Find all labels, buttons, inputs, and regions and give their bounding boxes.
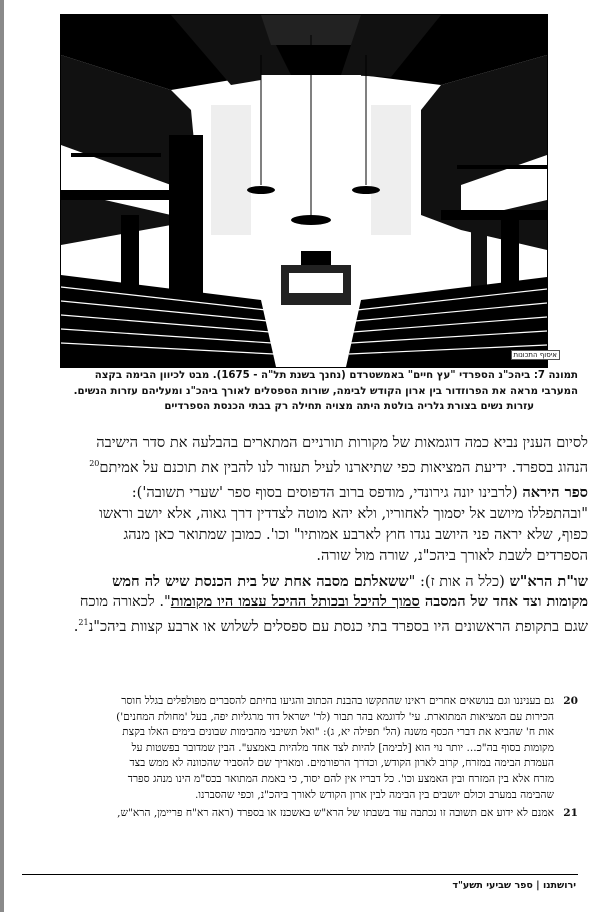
text-line [22, 483, 588, 504]
text-line: שגם בתקופת הראשונים היו בספרד בתי כנסת עם ספסלים לשלוש או ארבע קצוות ביהכ"נ$^{21}$. [73, 618, 588, 636]
text-line: כפוף, שלא יראה פני היושב נגדו חוץ לארבע אמותיו" וכו'. כמובן שמתואר כאן מנהג [123, 526, 588, 544]
footnote-number: 20 [563, 695, 578, 707]
source-title: שו"ת הרא"ש [509, 572, 588, 590]
quote-fragment: מקומות וצד אחד של המסבה [419, 593, 588, 611]
text-fragment: (לרבינו יונה גירונדי, מודפס ברוב הדפוסים בסוף ספר 'שערי תשובה'): [131, 484, 523, 502]
text-line: "ובהתפללו מיושב אל יסמוך לאחוריו, ולא יהא מוטה לצדדין דרך גאוה, אלא יושב וראשו [99, 505, 588, 523]
footnote-line: אות ח' שהביא את דברי הכסף משנה (הל' תפילה יא, ג): "ואל תשיבני מהבימות שבונים בימים האלו בקצת [122, 726, 554, 739]
footnote-ref-21[interactable]: 21 [78, 618, 89, 628]
footnote-line: הכירות עם המציאות המתוארת. עי' לדוגמא בהר תבור (לר' ישראל דוד מרגליות יפה, בעל 'מחולת המחנים') [116, 710, 554, 723]
figure-caption [22, 368, 578, 415]
caption-line: עזרות נשים בצורת גלריה בולטת היתה מצויה תחילה רק בבתי הכנסת הספרדיים [164, 401, 534, 412]
text-line: לסיום הענין נביא כמה דוגמאות של מקורות תורניים המתארים בהבלעה את סדר הישיבה [96, 434, 588, 451]
text-fragment: (כלל ה אות ז): " [408, 572, 510, 590]
caption-line: תמונה 7: ביהכ"נ הספרדי "עץ חיים" באמשטרדם (נחנך בשנת תל"ה - 1675). מבט לכיוון הבימה בקצה [94, 370, 578, 381]
footer-divider [22, 874, 578, 875]
footnotes [22, 694, 578, 825]
footnote-20 [22, 694, 578, 803]
text-line [22, 572, 588, 593]
caption-line: המערבי מראה את הפרוזדור בין ארון הקודש לבימה, שורות הספסלים לאורך ביהכ"נ ומעליהם עזרות הנשים. [73, 385, 578, 397]
photo-credit: איסוף התכונות [511, 350, 561, 360]
text-line [22, 592, 588, 613]
quote-fragment: ששאלתם מסבה אחת של בית הכנסת שיש לה חמש [112, 572, 409, 590]
footnote-line: גם בעניננו וגם בנושאים אחרים ראינו שהתקשו בהבנת הכתוב והגיעו בחיתם להסברים מפולפלים בגלל חוסר [121, 695, 554, 707]
footnote-line: שהבימה במערב וכולם יושבים בין הבימה לבין ארון הקודש לאורך ביהכ"נ, וכפי שהסברנו. [194, 788, 554, 801]
footnote-line: העמדת הבימה במזרח, קרוב לארון הקודש, וכדרך הרפורמים. ומאריך שם להסביר שהכוונה לא ממש בצד [129, 757, 554, 770]
page-left-border [0, 0, 4, 912]
text-line: הספרדים לשבת לאורך ביהכ"נ, שורה מול שורה. [316, 546, 588, 564]
footnote-number: 21 [563, 807, 578, 820]
page-footer: ירושתנו | ספר שביעי תשע"ד [452, 880, 576, 891]
main-text [22, 428, 588, 643]
footnote-ref-20[interactable]: 20 [89, 458, 100, 468]
footnote-line: מקומות בסוף בה"כ... יותר נוי הוא [לבימה] להיות לצד אחד מלהיות באמצע". הבין שמדובר בפשטות על [131, 741, 554, 754]
synagogue-photo-drawing [61, 15, 547, 367]
footnote-21 [22, 806, 578, 822]
quote-emphasis: סמוך להיכל ובכותל ההיכל עצמו היו מקומות [170, 593, 420, 611]
text-fragment: שגם בתקופת הראשונים היו בספרד בתי כנסת עם ספסלים לשלוש או ארבע קצוות ביהכ"נ [88, 618, 588, 636]
text-fragment: הנהוג בספרד. ידיעת המציאות כפי שתיארנו לעיל תעזור לנו להבין את תוכנם על אמיתם [99, 458, 588, 476]
text-fragment: ". לכאורה מוכח [79, 593, 171, 611]
footnote-line: מזרח אלא בין המזרח ובין האמצע וכו'. כל דבריו אין להם יסוד, כי באמת המתואר בכס"מ הינו מנהג ספרד [127, 772, 554, 785]
source-title: ספר היראה [522, 484, 588, 502]
text-line [22, 454, 588, 479]
synagogue-photo [60, 14, 548, 368]
footnote-line: אמנם לא ידוע אם תשובה זו נכתבה עוד בשבתו של הרא"ש באשכנז או בספרד (ראה רא"ח פריימן, הרא"ש, [117, 807, 554, 820]
